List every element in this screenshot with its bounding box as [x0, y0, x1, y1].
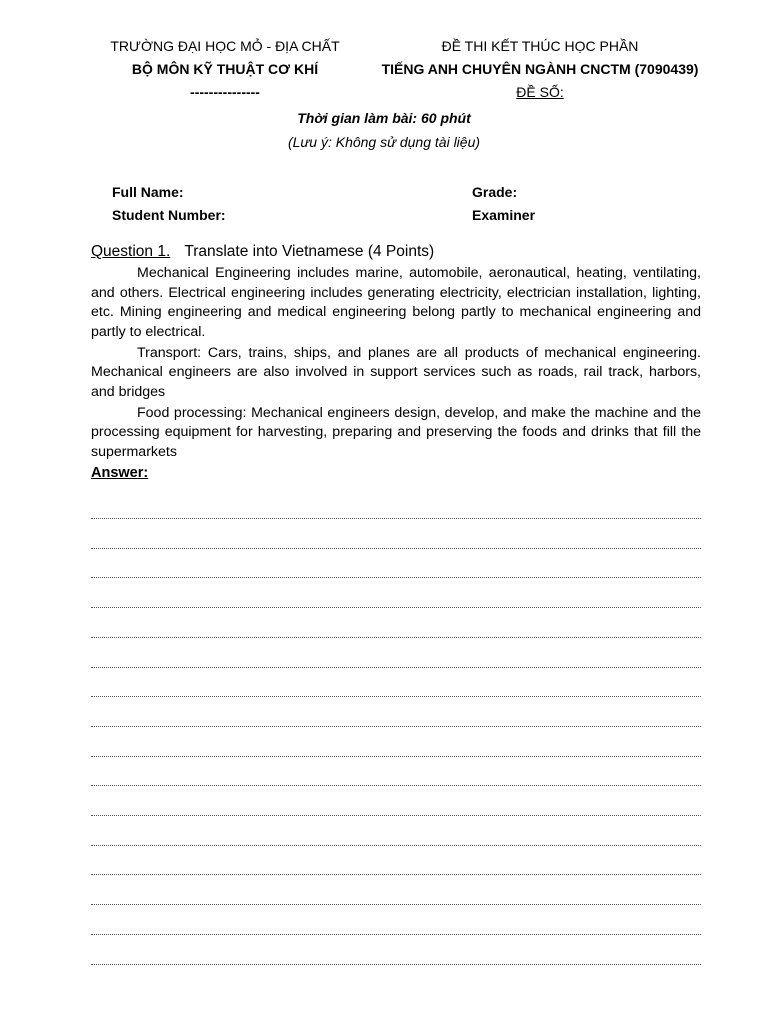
university-name: TRƯỜNG ĐẠI HỌC MỎ - ĐỊA CHẤT	[110, 38, 340, 54]
full-name-label: Full Name:	[112, 184, 184, 200]
student-number-label: Student Number:	[112, 207, 226, 223]
question-heading	[91, 243, 434, 261]
question-passage	[91, 264, 701, 464]
answer-line[interactable]	[91, 518, 701, 519]
answer-line[interactable]	[91, 964, 701, 965]
exam-note: (Lưu ý: Không sử dụng tài liệu)	[287, 134, 481, 150]
university-header	[100, 35, 350, 104]
answer-line[interactable]	[91, 934, 701, 935]
answer-line[interactable]	[91, 756, 701, 757]
question-number: Question 1.	[91, 243, 171, 260]
answer-line[interactable]	[91, 904, 701, 905]
answer-line[interactable]	[91, 607, 701, 608]
exam-number: ĐỀ SỐ:	[516, 84, 564, 100]
answer-line[interactable]	[91, 696, 701, 697]
answer-line[interactable]	[91, 548, 701, 549]
header-divider: ---------------	[190, 84, 260, 100]
passage-paragraph: Food processing: Mechanical engineers design, develop, and make the machine and the processing equipment for harvesting, preparing and preserving the foods and drinks that fill the supermarkets	[91, 404, 701, 460]
exam-title: ĐỀ THI KẾT THÚC HỌC PHẦN	[441, 38, 639, 54]
question-title: Translate into Vietnamese (4 Points)	[184, 243, 435, 260]
department-name: BỘ MÔN KỸ THUẬT CƠ KHÍ	[131, 61, 319, 77]
course-name: TIẾNG ANH CHUYÊN NGÀNH CNCTM (7090439)	[381, 61, 699, 77]
answer-line[interactable]	[91, 667, 701, 668]
answer-line[interactable]	[91, 785, 701, 786]
answer-line[interactable]	[91, 726, 701, 727]
exam-time: Thời gian làm bài: 60 phút	[297, 110, 471, 126]
answer-label: Answer:	[91, 465, 149, 481]
answer-line[interactable]	[91, 815, 701, 816]
passage-paragraph: Mechanical Engineering includes marine, automobile, aeronautical, heating, ventilating, and others. Electrical engineering includes generating electricity, electrician installation, lighting, etc. Mining engineering and medical engineering belong partly to mechanical engineering and partly to electrical.	[91, 265, 701, 340]
grade-label: Grade:	[472, 184, 518, 200]
exam-header	[360, 35, 720, 104]
examiner-label: Examiner	[472, 207, 536, 223]
answer-line[interactable]	[91, 577, 701, 578]
answer-line[interactable]	[91, 874, 701, 875]
answer-line[interactable]	[91, 845, 701, 846]
answer-line[interactable]	[91, 637, 701, 638]
passage-paragraph: Transport: Cars, trains, ships, and planes are all products of mechanical engineering. Mechanical engineers are also involved in support services such as roads, rail track, harbors, and bridges	[91, 344, 701, 400]
